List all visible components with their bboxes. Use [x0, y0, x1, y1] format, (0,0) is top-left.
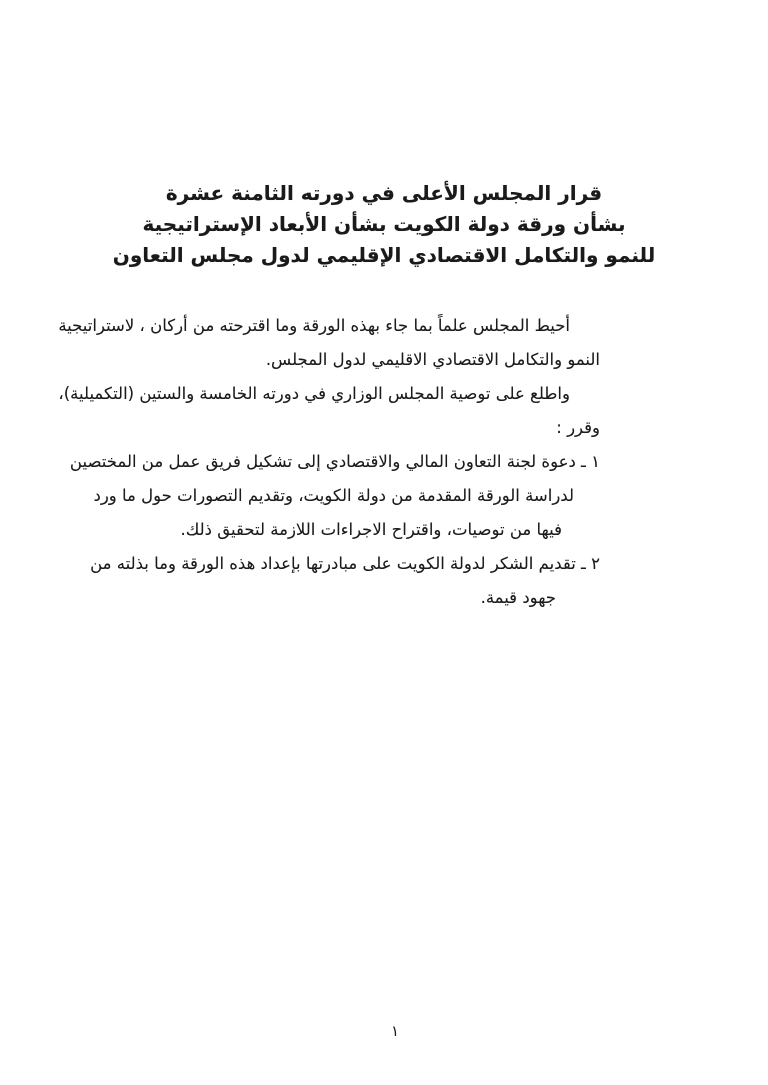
- resolution-body: [58, 309, 600, 615]
- decision-lead: وقرر :: [556, 418, 600, 437]
- item-1-line-1: ١ ـ دعوة لجنة التعاون المالي والاقتصادي إلى تشكيل فريق عمل من المختصين: [69, 452, 600, 471]
- title-line-2: بشأن ورقة دولة الكويت بشأن الأبعاد الإستراتيجية: [142, 212, 626, 236]
- title-line-1: قرار المجلس الأعلى في دورته الثامنة عشرة: [165, 181, 603, 205]
- item-2-line-2: جهود قيمة.: [480, 588, 556, 607]
- item-2-line-1: ٢ ـ تقديم الشكر لدولة الكويت على مبادرتها بإعداد هذه الورقة وما بذلته من: [90, 554, 600, 573]
- title-line-3: للنمو والتكامل الاقتصادي الإقليمي لدول مجلس التعاون: [112, 243, 656, 267]
- paragraph-2-line-1: واطلع على توصية المجلس الوزاري في دورته الخامسة والستين (التكميلية)،: [58, 384, 570, 403]
- item-1-line-2: لدراسة الورقة المقدمة من دولة الكويت، وتقديم التصورات حول ما ورد: [93, 486, 574, 505]
- paragraph-1-line-1: أحيط المجلس علماً بما جاء بهذه الورقة وما اقترحته من أركان ، لاستراتيجية: [58, 316, 570, 335]
- paragraph-1-line-2: النمو والتكامل الاقتصادي الاقليمي لدول المجلس.: [265, 350, 600, 369]
- resolution-title: [0, 178, 768, 271]
- page-number: ١: [390, 1022, 400, 1040]
- item-1-line-3: فيها من توصيات، واقتراح الاجراءات اللازمة لتحقيق ذلك.: [180, 520, 562, 539]
